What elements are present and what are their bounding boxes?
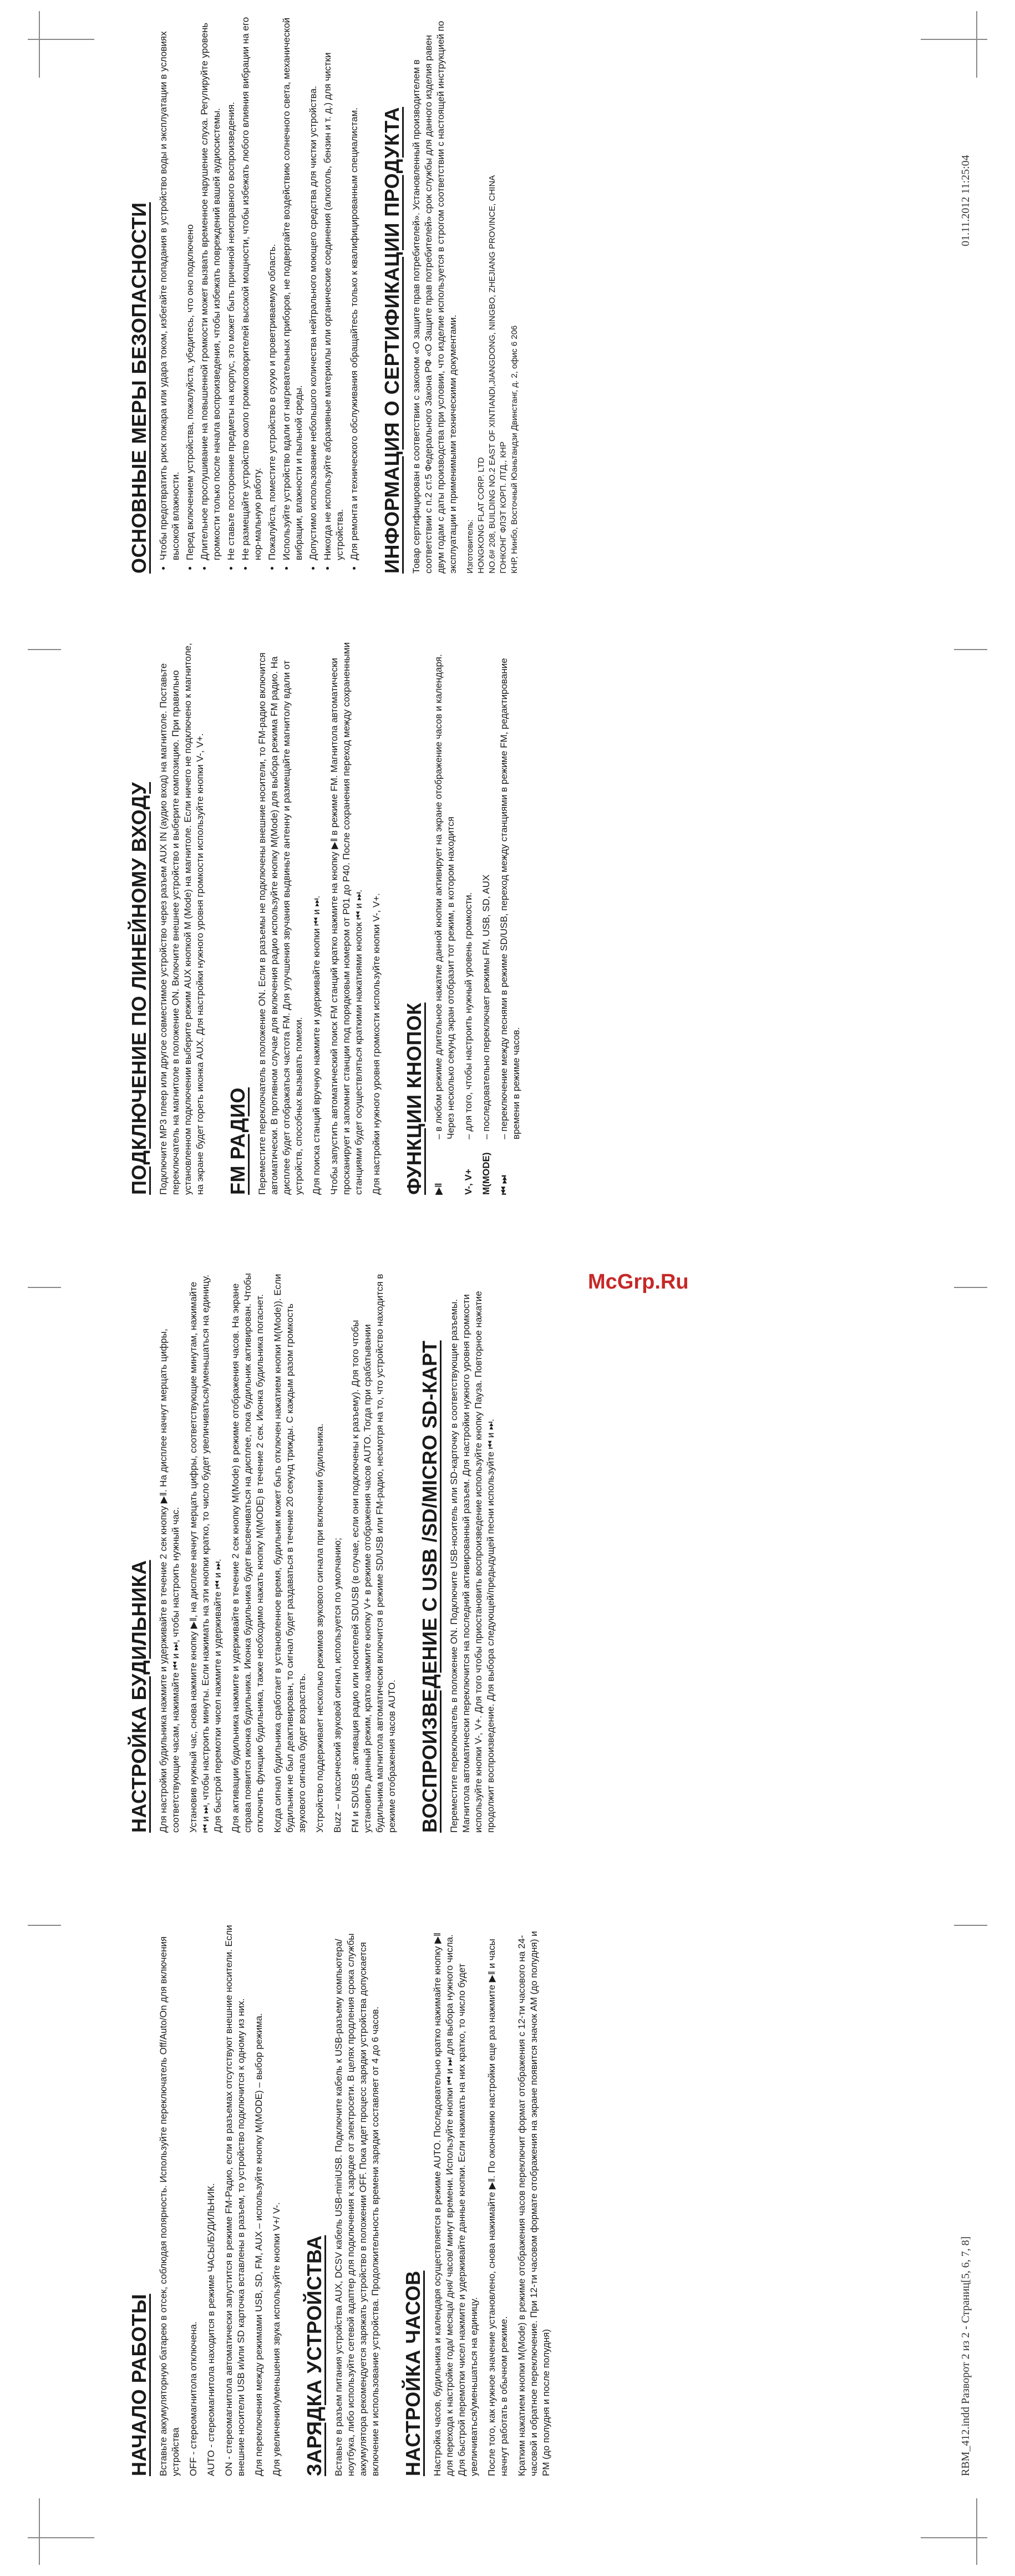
- maker-line: HONGKONG FLAT CORP. LTD: [476, 457, 486, 574]
- button-description: – переключение между песнями в режиме SD/USB, переход между станциями в режиме FM, редактирование времени в режиме часов.: [499, 658, 521, 1139]
- section-title: НАСТРОЙКА БУДИЛЬНИКА: [128, 1560, 150, 1833]
- paragraph: Товар сертифицирован в соответствии с законом «О защите прав потребителей». Установленный производителем в соответствии с п.2 ст.5 Федерального Закона РФ «О Защите прав потребителей» срок службы для данного изделия равен двум годам с даты производства при условии, что изделие используется в строгом соответствии с настоящей инструкцией по эксплуатации и применимыми техническими документами.: [411, 21, 458, 574]
- maker-line: Изготовитель:: [465, 519, 475, 574]
- paragraph: Для увеличения/уменьшения звука используйте кнопки V+/ V-.: [271, 2202, 282, 2476]
- maker-line: ГОНКОНГ ФЛЭТ КОРП. ЛТД., КНР: [499, 441, 508, 574]
- paragraph: Подключите MP3 плеер или другое совместимое устройство через разъем AUX IN (аудио вход) на магнитоле. Поставьте переключатель на магнитоле в положение ON. Включите внешнее устройство и выберите композицию. При правильно установленном подключении выберите режим AUX кнопкой M (Mode) на магнитоле. Если ничего не подключено к магнитоле, на экране будет гореть иконка AUX. Для настройки нужного уровня громкости используйте кнопки V-, V+.: [158, 643, 205, 1195]
- section-title: ОСНОВНЫЕ МЕРЫ БЕЗОПАСНОСТИ: [128, 202, 150, 574]
- button-key: V-, V+: [463, 1169, 474, 1195]
- list-item: • Для ремонта и технического обслуживания обращайтесь только к квалифицированным специалистам.: [348, 13, 361, 560]
- button-key: ▶‖: [433, 1183, 444, 1195]
- list-item: • Не ставьте посторонние предметы на корпус, это может быть причиной неисправного воспроизведения.: [225, 13, 237, 560]
- section-safety: [128, 13, 361, 574]
- section-certification: [380, 13, 520, 574]
- paragraph: Buzz – классический звуковой сигнал, используется по умолчанию;: [332, 1538, 343, 1833]
- function-row: [433, 635, 457, 1195]
- footer-file-info: RBM_412.indd Разворот 2 из 2 - Страниц[5, 6, 7, 8]: [960, 2236, 972, 2476]
- paragraph: Вставьте в разъем питания устройства AUX, DCSV кабель USB-miniUSB. Подключите кабель к USB-разъему компьютера/ноутбука, либо используйте сетевой адаптер для подключения к зарядке от электросети. В целях продления срока службы аккумулятора рекомендуется заряжать устройство в положении OFF. Пока идет процесс зарядки устройства допускается включение и использование устройства. Продолжительность времени зарядки составляет от 4 до 6 часов.: [333, 1933, 380, 2476]
- column-4: [128, 13, 926, 574]
- paragraph: Для настройки будильника нажмите и удерживайте в течение 2 сек кнопку ▶‖. На дисплее начнут мерцать цифры, соответствующие часам, нажимайте ⏮ и ⏭, чтобы настроить нужный час.: [158, 1328, 181, 1833]
- list-item: • Не размещайте устройство около громкоговорителей высокой мощности, чтобы избежать любого влияния вибрации на его нор-мальную работу.: [240, 13, 264, 560]
- paragraph: Кратким нажатием кнопки M(Mode) в режиме отображения часов переключит формат отображения с 12-ти часового на 24-часовой и обратное переключение. При 12-ти часовом формате отображения на экране появится значок AM (до полудня) и PM (до полудня и после полудня): [516, 1931, 551, 2476]
- function-row: [498, 635, 522, 1195]
- button-description: – последовательно переключает режимы FM, USB, SD, AUX: [481, 874, 491, 1139]
- paragraph: AUTO - стереомагнитола находится в режиме ЧАСЫ/БУДИЛЬНИК.: [206, 2183, 216, 2476]
- section-button-functions: [403, 635, 522, 1195]
- column-3: [128, 635, 926, 1195]
- maker-line: КНР, Нинбо, Восточный Юаньтандзи Двинстанг, д. 2, офис 6 206: [510, 325, 519, 574]
- section-title: НАСТРОЙКА ЧАСОВ: [402, 2270, 424, 2476]
- function-row: [480, 635, 493, 1195]
- list-item: • Никогда не используйте абразивные материалы или органические соединения (алкоголь, бензин и т. д.) для чистки устройства.: [322, 13, 346, 560]
- safety-list: [158, 13, 361, 574]
- section-title: ИНФОРМАЦИЯ О СЕРТИФИКАЦИИ ПРОДУКТА: [380, 107, 403, 574]
- paragraph: Для активации будильника нажмите и удерживайте в течение 2 сек кнопку M(Mode) в режиме отображения часов. На экране справа появится иконка будильника. Иконка будильника будет высвечиваться на дисплее, пока будильник активирован. Чтобы отключить функцию будильника, также необходимо нажать кнопку M(MODE) в течение 2 сек. Иконка будильника погаснет.: [230, 1273, 265, 1833]
- section-line-in: [128, 635, 206, 1195]
- paragraph: Вставьте аккумуляторную батарею в отсек, соблюдая полярность. Используйте переключатель Off/Auto/On для включения устройства: [158, 1936, 181, 2476]
- watermark: McGrp.Ru: [588, 1270, 689, 1294]
- section-title: ПОДКЛЮЧЕНИЕ ПО ЛИНЕЙНОМУ ВХОДУ: [128, 782, 150, 1195]
- paragraph: Установив нужный час, снова нажмите кнопку ▶‖, на дисплее начнут мерцать цифры, соответствующие минутам, нажимайте ⏮ и ⏭, чтобы настроить минуты. Если нажимать на эти кнопки кратко, то число будет увеличиваться/уменьшаться на единицу. Для быстрой перемотки чисел нажмите и удерживайте ⏮ и ⏭.: [188, 1274, 223, 1833]
- function-row: [463, 635, 475, 1195]
- paragraph: FM и SD/USB - активация радио или носителей SD/USB (в случае, если они подключены к разъему). Для того чтобы установить данный режим, кратко нажмите кнопку V+ в режиме отображения часов AUTO. Тогда при срабатывании будильника магнитола автоматически включится в режиме SD/USB или FM-радио, несмотря на то, что устройство находится в режиме отображения часов AUTO.: [350, 1274, 397, 1833]
- maker-line: NO.6# 208, BUILDING NO.2 EAST OF XINTIANDI,JIANGDONG, NINGBO, ZHEJIANG PROVINCE, CHINA: [488, 175, 497, 574]
- paragraph: Переместите переключатель в положение ON. Подключите USB-носитель или SD-карточку в соответствующие разъемы. Магнитола автоматически переключится на последний активированный разъем. Для настройки нужного уровня громкости используйте кнопки V-, V+. Для того чтобы приостановить воспроизведение используйте кнопку Пауза. Повторное нажатие продолжит воспроизведение. Для выбора следующей/предыдущей песни используйте ⏮ и ⏭.: [449, 1291, 496, 1833]
- paragraph: После того, как нужное значение установлено, снова нажимайте ▶‖. По окончанию настройки еще раз нажмите ▶‖ и часы начнут работать в обычном режиме.: [486, 1939, 509, 2476]
- paragraph: ON - стереомагнитола автоматически запустится в режиме FM-Радио, если в разъемах отсутствуют внешние носители. Если внешние носители USB и/или SD карточка вставлены в разъем, то устройство подключится к одному из них.: [224, 1925, 246, 2476]
- button-description: – в любом режиме длительное нажатие данной кнопки активирует на экране отображение часов и календаря. Через несколько секунд экран отобразит тот режим, в котором находится: [433, 654, 456, 1139]
- section-title: ФУНКЦИИ КНОПОК: [403, 1002, 425, 1195]
- section-charging: [303, 1916, 382, 2476]
- paragraph: Для поиска станций вручную нажмите и удерживайте кнопки ⏮ и ⏭.: [311, 895, 322, 1195]
- footer-timestamp: 01.11.2012 11:25:04: [960, 155, 972, 246]
- section-title: ВОСПРОИЗВЕДЕНИЕ С USB /SD/MICRO SD-КАРТ: [418, 1340, 441, 1833]
- list-item: • Перед включением устройства, пожалуйста, убедитесь, что оно подключено: [184, 13, 196, 560]
- section-title: FM РАДИО: [226, 1087, 249, 1195]
- button-key: ⏮ ⏭: [499, 1175, 509, 1195]
- section-title: НАЧАЛО РАБОТЫ: [128, 2294, 150, 2476]
- paragraph: Для настройки нужного уровня громкости используйте кнопки V-, V+.: [371, 893, 382, 1195]
- button-key: M(MODE): [481, 1152, 491, 1195]
- paragraph: Устройство поддерживает несколько режимов звукового сигнала при включении будильника.: [314, 1423, 325, 1833]
- paragraph: Настройка часов, будильника и календаря осуществляется в режиме AUTO. Последовательно кратко нажимайте кнопку ▶‖ для перехода к настройке года/ месяца/ дня/ часов/ минут времени. Используйте кнопки ⏮ и ⏭ для выбора нужного числа. Для быстрой перемотки чисел нажмите и удерживайте данные кнопки. Если нажимать на них кратко, то число будет увеличиваться/уменьшаться на единицу.: [432, 1932, 479, 2476]
- paragraph: Для переключения между режимами USB, SD, FM, AUX – используйте кнопку M(MODE) – выбор режима.: [253, 2013, 264, 2476]
- section-start: [128, 1916, 283, 2476]
- list-item: • Пожалуйста, поместите устройство в сухую и проветриваемую область.: [266, 13, 278, 560]
- section-clock: [402, 1916, 552, 2476]
- section-title: ЗАРЯДКА УСТРОЙСТВА: [303, 2235, 326, 2476]
- section-alarm: [128, 1272, 398, 1833]
- section-fm-radio: [226, 635, 383, 1195]
- column-2: [128, 1272, 926, 1833]
- button-description: – для того, чтобы настроить нужный уровень громкости.: [463, 892, 474, 1139]
- section-usb-sd: [418, 1272, 497, 1833]
- list-item: • Используйте устройство вдали от нагревательных приборов, не подвергайте воздействию солнечного света, механической вибрации, влажности и пыльной среды.: [281, 13, 305, 560]
- list-item: • Чтобы предотвратить риск пожара или удара током, избегайте попадания в устройство воды и эксплуатации в условиях высокой влажности.: [158, 13, 182, 560]
- paragraph: OFF - стереомагнитола отключена.: [188, 2321, 199, 2476]
- list-item: • Допустимо использование небольшого количества нейтрального моющего средства для чистки устройства.: [307, 13, 319, 560]
- paragraph: Чтобы запустить автоматический поиск FM станций кратко нажмите на кнопку ▶‖ в режиме FM. Магнитола автоматически просканирует и запомнит станции под порядковым номером от P01 до P40. После сохранения переход между сохраненными станциями будет осуществляться краткими нажатиями кнопок ⏮ и ⏭.: [329, 642, 364, 1195]
- column-1: [128, 1916, 926, 2476]
- paragraph: Переместите переключатель в положение ON. Если в разъемы не подключены внешние носители, то FM-радио включится автоматически. В противном случае для включения радио используйте кнопку M(Mode) для выбора режима FM радио. На дисплее будет отображаться частота FM. Для улучшения звучания выдвиньте антенну и размещайте магнитолу вдали от устройств, способных вызывать помехи.: [257, 652, 304, 1195]
- paragraph: Когда сигнал будильника сработает в установленное время, будильник может быть отключен нажатием кнопки M(Mode)). Если будильник не был деактивирован, то сигнал будет раздаваться в течение 20 секунд трижды. С каждым разом громкость звукового сигнала будет возрастать.: [272, 1274, 307, 1833]
- list-item: • Длительное прослушивание на повышенной громкости может вызвать временное нарушение слуха. Регулируйте уровень громкости только после начала воспроизведения, чтобы избежать повреждений вашей аудиосистемы.: [199, 13, 223, 560]
